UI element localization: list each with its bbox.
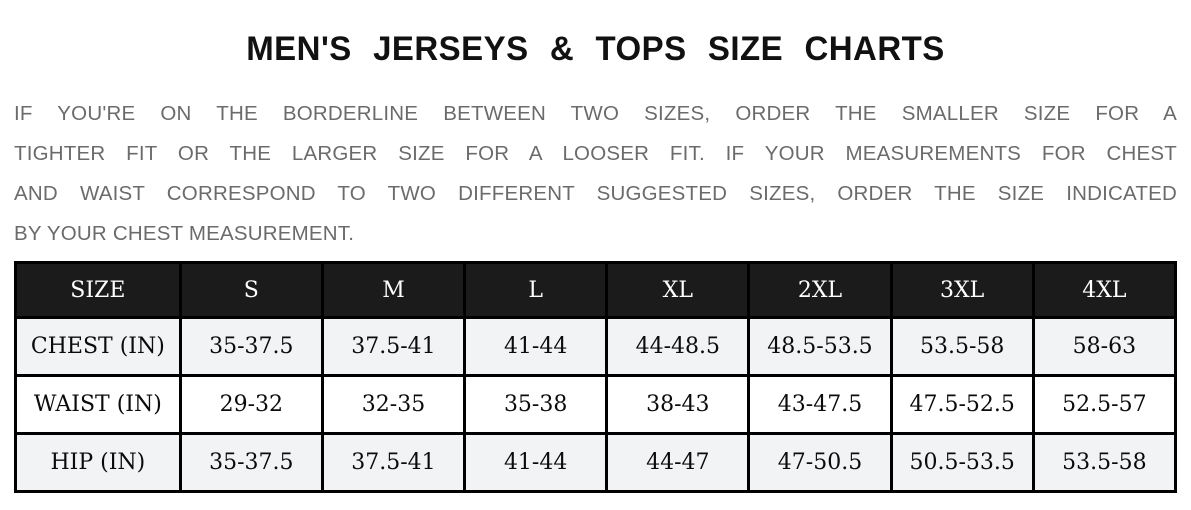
column-header-m: M <box>322 263 464 318</box>
size-chart-table <box>14 261 1177 493</box>
size-value-cell: 47-50.5 <box>749 434 891 492</box>
size-value-cell: 41-44 <box>465 434 607 492</box>
size-value-cell: 48.5-53.5 <box>749 318 891 376</box>
size-guide-description <box>14 94 1177 254</box>
table-row <box>16 434 1176 492</box>
size-value-cell: 37.5-41 <box>322 318 464 376</box>
column-header-4xl: 4XL <box>1033 263 1175 318</box>
size-value-cell: 35-38 <box>465 376 607 434</box>
size-column-header: SIZE <box>16 263 181 318</box>
size-value-cell: 43-47.5 <box>749 376 891 434</box>
size-value-cell: 44-47 <box>607 434 749 492</box>
size-value-cell: 44-48.5 <box>607 318 749 376</box>
table-header <box>16 263 1176 318</box>
table-body <box>16 318 1176 492</box>
size-value-cell: 53.5-58 <box>891 318 1033 376</box>
size-value-cell: 58-63 <box>1033 318 1175 376</box>
size-value-cell: 53.5-58 <box>1033 434 1175 492</box>
header-row <box>16 263 1176 318</box>
row-label: CHEST (IN) <box>16 318 181 376</box>
size-value-cell: 50.5-53.5 <box>891 434 1033 492</box>
table-row <box>16 318 1176 376</box>
column-header-l: L <box>465 263 607 318</box>
size-value-cell: 35-37.5 <box>180 318 322 376</box>
description-line: BY YOUR CHEST MEASUREMENT. <box>14 222 355 245</box>
column-header-xl: XL <box>607 263 749 318</box>
size-value-cell: 47.5-52.5 <box>891 376 1033 434</box>
row-label: WAIST (IN) <box>16 376 181 434</box>
description-line: IF YOU'RE ON THE BORDERLINE BETWEEN TWO SIZES, ORDER THE SMALLER SIZE FOR A <box>14 102 1177 125</box>
size-value-cell: 37.5-41 <box>322 434 464 492</box>
description-line: AND WAIST CORRESPOND TO TWO DIFFERENT SUGGESTED SIZES, ORDER THE SIZE INDICATED <box>14 182 1177 205</box>
page-title: MEN'S JERSEYS & TOPS SIZE CHARTS <box>246 30 945 68</box>
size-value-cell: 41-44 <box>465 318 607 376</box>
size-value-cell: 32-35 <box>322 376 464 434</box>
description-line: TIGHTER FIT OR THE LARGER SIZE FOR A LOOSER FIT. IF YOUR MEASUREMENTS FOR CHEST <box>14 142 1177 165</box>
size-value-cell: 35-37.5 <box>180 434 322 492</box>
table-row <box>16 376 1176 434</box>
size-value-cell: 29-32 <box>180 376 322 434</box>
column-header-2xl: 2XL <box>749 263 891 318</box>
column-header-3xl: 3XL <box>891 263 1033 318</box>
column-header-s: S <box>180 263 322 318</box>
size-value-cell: 38-43 <box>607 376 749 434</box>
row-label: HIP (IN) <box>16 434 181 492</box>
size-value-cell: 52.5-57 <box>1033 376 1175 434</box>
